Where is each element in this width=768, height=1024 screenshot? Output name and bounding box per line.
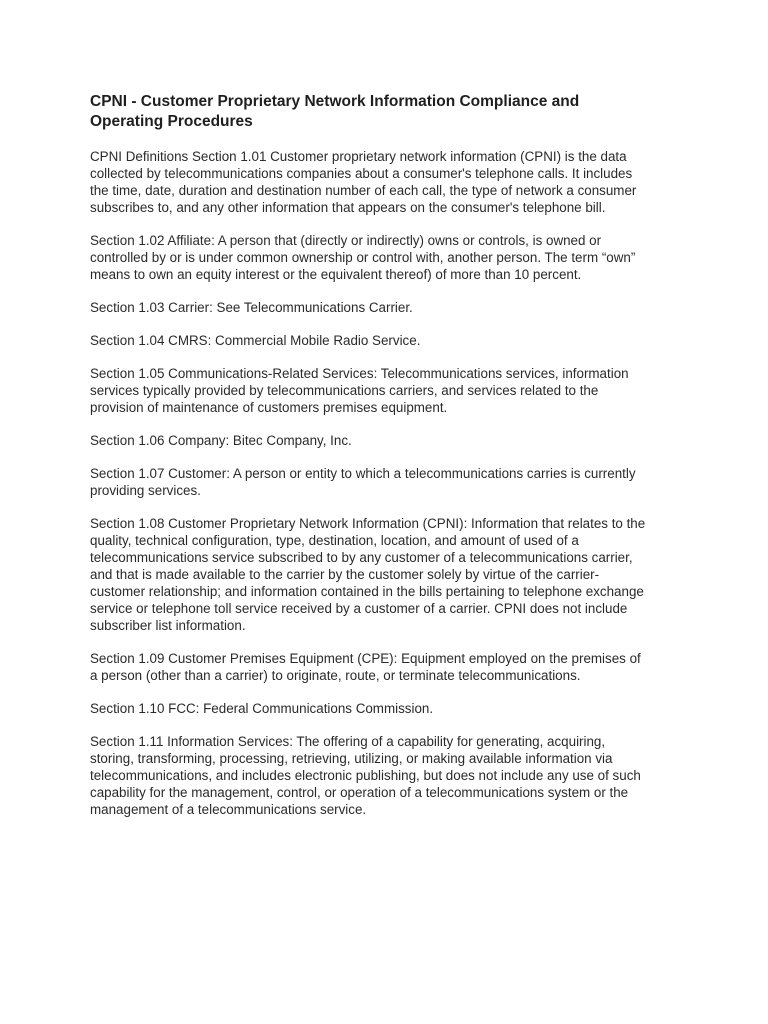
section-1-04-paragraph: Section 1.04 CMRS: Commercial Mobile Radio Service. bbox=[90, 333, 421, 348]
document-page bbox=[90, 92, 650, 834]
section-1-09-paragraph: Section 1.09 Customer Premises Equipment (CPE): Equipment employed on the premises of a person (other than a carrier) to originate, route, or terminate telecommunications. bbox=[90, 651, 641, 683]
document-title: CPNI - Customer Proprietary Network Information Compliance and Operating Procedures bbox=[90, 93, 580, 130]
section-1-06-paragraph: Section 1.06 Company: Bitec Company, Inc. bbox=[90, 433, 352, 448]
section-1-07-paragraph: Section 1.07 Customer: A person or entity to which a telecommunications carries is currently providing services. bbox=[90, 466, 636, 498]
section-1-03-paragraph: Section 1.03 Carrier: See Telecommunications Carrier. bbox=[90, 300, 413, 315]
section-1-02-paragraph: Section 1.02 Affiliate: A person that (directly or indirectly) owns or controls, is owned or controlled by or is under common ownership or control with, another person. The term “own” means to own an equity interest or the equivalent thereof) of more than 10 percent. bbox=[90, 233, 636, 282]
section-1-05-paragraph: Section 1.05 Communications-Related Services: Telecommunications services, information services typically provided by telecommunications carriers, and services related to the provision of maintenance of customers premises equipment. bbox=[90, 366, 629, 415]
section-1-10-paragraph: Section 1.10 FCC: Federal Communications Commission. bbox=[90, 701, 434, 716]
section-1-08-paragraph: Section 1.08 Customer Proprietary Network Information (CPNI): Information that relates to the quality, technical configuration, type, destination, location, and amount of used of a telecommunications service subscribed to by any customer of a telecommunications carrier, and that is made available to the carrier by the customer solely by virtue of the carrier-customer relationship; and information contained in the bills pertaining to telephone exchange service or telephone toll service received by a customer of a carrier. CPNI does not include subscriber list information. bbox=[90, 516, 646, 633]
section-1-11-paragraph: Section 1.11 Information Services: The offering of a capability for generating, acquiring, storing, transforming, processing, retrieving, utilizing, or making available information via telecommunications, and includes electronic publishing, but does not include any use of such capability for the management, control, or operation of a telecommunications system or the management of a telecommunications service. bbox=[90, 734, 641, 817]
section-1-01-paragraph: CPNI Definitions Section 1.01 Customer proprietary network information (CPNI) is the data collected by telecommunications companies about a consumer's telephone calls. It includes the time, date, duration and destination number of each call, the type of network a consumer subscribes to, and any other information that appears on the consumer's telephone bill. bbox=[90, 149, 637, 215]
